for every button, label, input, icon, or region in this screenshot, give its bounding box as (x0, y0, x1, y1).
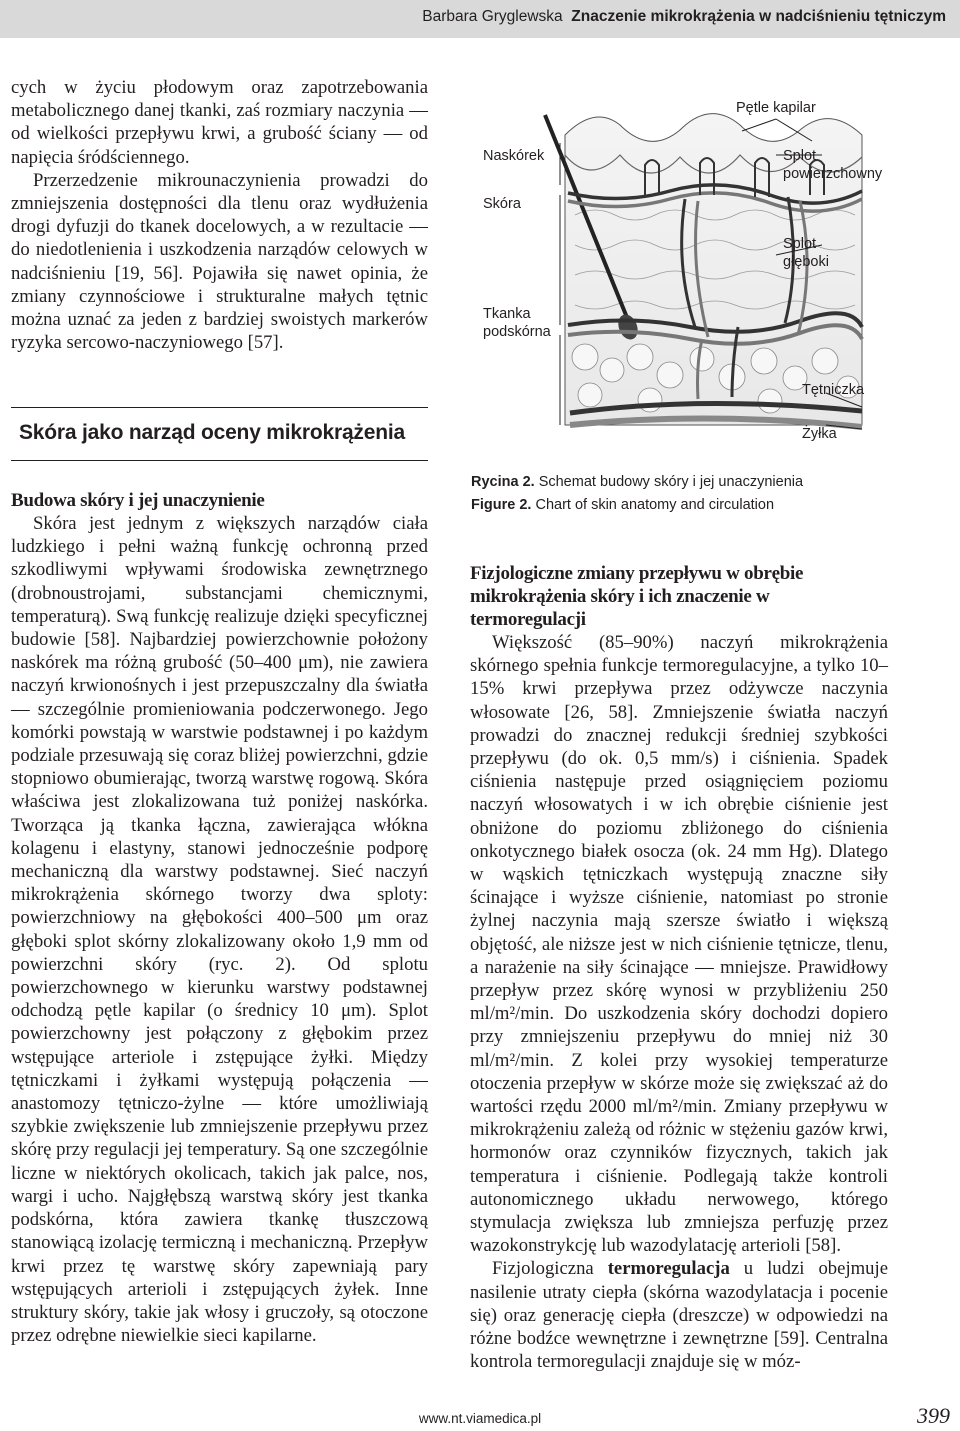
paragraph2-rest: u ludzi obejmuje nasilenie utraty ciepła (skórna wazodylatacja i pocenie się) oraz generację ciepła (dreszcze) w odpowiedzi na różne bodźce wewnętrzne i zewnętrzne [59]. Centralna kontrola termoregulacji znajduje się w móz- (470, 1258, 889, 1373)
label-deep-plexus-line2: głęboki (783, 254, 829, 270)
label-subcutis-line2: podskórna (483, 324, 551, 340)
label-venule: Żyłka (802, 426, 837, 442)
right-subheading (470, 562, 888, 631)
body-paragraph-thermoregulation (470, 1257, 888, 1373)
intro-paragraph-continued: cych w życiu płodowym oraz zapotrzebowania metabolicznego danej tkanki, zaś rozmiary naczynia — od wielkości przepływu krwi, a grubość ściany — od napięcia śródściennego. (11, 77, 428, 168)
term-thermoregulation: termoregulacja (607, 1258, 730, 1280)
figure-caption-pl (471, 474, 803, 490)
running-header (0, 0, 960, 38)
body-paragraph: Większość (85–90%) naczyń mikrokrążenia skórnego spełnia funkcje termoregulacyjne, a tylko 10–15% krwi przepływa przez odżywcze naczynia włosowate [26, 58]. Zmniejszenie światła naczyń prowadzi do znacznej redukcji średniej szybkości przepływu (do ok. 0,5 mm/s) i ciśnienia. Spadek ciśnienia następuje przed osiągnięciem poziomu naczyń włosowatych i w ich obrębie ciśnienie jest obniżone do poziomu zbliżonego do ciśnienia onkotycznego białek osocza (ok. 24 mm Hg). Dlatego w wąskich tętniczkach występują znaczne siły ścinające i wyższe ciśnienie, natomiast po stronie żylnej naczynia mają szersze światło i większą objętość, ale niższe jest w nich ciśnienie tętnicze, tlenu, a narażenie na siły ścinające — mniejsze. Prawidłowy przepływ przez skórę wynosi w przybliżeniu 250 ml/m²/min. Do uszkodzenia skóry dochodzi dopiero przy zmniejszeniu przepływu do mniej niż 30 ml/m²/min. Z kolei przy wysokiej temperaturze otoczenia przepływ w skórze może się zwiększać aż do wartości rzędu 2000 ml/m²/min. Zmiany przepływu w mikrokrążeniu zależą od różnic w stężeniu gazów krwi, hormonów oraz czynników fizycznych, takich jak temperatura i ciśnienie. Podlegają także kontroli autonomicznego układu nerwowego, którego stymulacja zwiększa lub zmniejsza perfuzję przez wazokonstrykcję lub wazodylatację arterioli [58]. (470, 632, 888, 1257)
skin-anatomy-figure (470, 95, 890, 455)
intro-paragraph: Przerzedzenie mikrounaczynienia prowadzi do zmniejszenia dostępności dla tlenu oraz wydłużenia drogi dyfuzji do tkanek docelowych, a w rezultacie — do niedotlenienia i uszkodzenia narządów celowych w nadciśnieniu [19, 56]. Pojawiła się nawet opinia, że zmiany czynnościowe i strukturalne małych tętnic można uznać za jeden z bardziej swoistych markerów ryzyka sercowo-naczyniowego [57]. (11, 169, 428, 354)
header-author: Barbara Gryglewska (422, 8, 563, 25)
label-capillary-loops: Pętle kapilar (736, 100, 816, 116)
figure-caption-pl-label: Rycina 2. (471, 474, 535, 490)
label-superficial-plexus-line1: Splot (783, 148, 817, 164)
body-paragraph: Skóra jest jednym z większych narządów ciała ludzkiego i pełni ważną funkcję ochronną przed szkodliwymi wpływami środowiska zewnętrznego (drobnoustrojami, substancjami chemicznymi, temperaturą). Swą funkcję realizuje dzięki specyficznej budowie [58]. Najbardziej powierzchownie położony naskórek ma różną grubość (50–400 μm), nie zawiera naczyń krwionośnych i jest przepuszczalny dla światła — szczególnie promieniowania podczerwonego. Jego komórki powstają w warstwie podstawnej i po każdym podziale przesuwają się coraz bliżej powierzchni, gdzie stopniowo obumierając, tworzą warstwę rogową. Skóra właściwa jest zlokalizowana tuż poniżej naskórka. Tworząca ją tkanka łączna, zawierająca włókna kolagenu i elastyny, stanowi jednocześnie podporę mechaniczną dla warstwy podstawnej. Sieć naczyń mikrokrążenia skórnego tworzy dwa sploty: powierzchniowy na głębokości 400–500 μm oraz głęboki splot skórny zlokalizowany około 1,9 mm od powierzchni skóry (ryc. 2). Od splotu powierzchownego w kierunku warstwy podstawnej odchodzą pętle kapilar (o średnicy 10 μm). Splot powierzchowny jest połączony z głębokim przez wstępujące arteriole i zstępujące żyłki. Między tętniczkami i żyłkami występują połączenia — anastomozy tętniczo-żylne — które umożliwiają szybkie zwiększenie lub zmniejszenie przepływu przez skórę przy regulacji jej temperatury. Są one szczególnie liczne w niektórych okolicach, takich jak palce, nos, wargi i ucho. Najgłębszą warstwą skóry jest tkanka podskórna, która zawiera tkankę tłuszczową stanowiącą izolację termiczną i mechaniczną. Przepływ krwi przez tę warstwę skóry zapewniają pary wstępujących arterioli i zstępujących żyłek. Inne struktury skóry, takie jak włosy i gruczoły, są otoczone przez odrębne niewielkie sieci kapilarne. (11, 513, 429, 1347)
right-subheading-line2: mikrokrążenia skóry i ich znaczenie w termoregulacji (470, 586, 770, 630)
figure-caption-en-text: Chart of skin anatomy and circulation (531, 497, 775, 513)
label-epidermis: Naskórek (483, 148, 545, 164)
header-title: Znaczenie mikrokrążenia w nadciśnieniu tętniczym (571, 8, 946, 25)
section-title: Skóra jako narząd oceny mikrokrążenia (19, 421, 405, 444)
label-subcutis (483, 305, 551, 341)
footer-url: www.nt.viamedica.pl (418, 1411, 542, 1426)
left-subheading: Budowa skóry i jej unaczynienie (11, 490, 265, 511)
right-column-body (470, 562, 888, 1374)
paragraph2-start: Fizjologiczna (492, 1258, 608, 1280)
label-superficial-plexus (783, 147, 882, 183)
section-heading-box (11, 407, 428, 461)
running-header-text (422, 8, 946, 26)
label-arteriole: Tętniczka (802, 382, 865, 398)
right-subheading-line1: Fizjologiczne zmiany przepływu w obrębie (470, 563, 804, 584)
figure-caption-en-label: Figure 2. (471, 497, 532, 513)
page-number: 399 (917, 1403, 950, 1428)
left-column-intro (11, 76, 428, 354)
left-column-body (11, 489, 428, 1347)
figure-caption-pl-text: Schemat budowy skóry i jej unaczynienia (534, 474, 804, 490)
label-deep-plexus-line1: Splot (783, 236, 817, 252)
label-superficial-plexus-line2: powierzchowny (783, 166, 883, 182)
label-dermis: Skóra (483, 196, 521, 212)
figure-caption-en (471, 497, 774, 513)
label-deep-plexus (783, 235, 829, 271)
label-subcutis-line1: Tkanka (483, 306, 531, 322)
